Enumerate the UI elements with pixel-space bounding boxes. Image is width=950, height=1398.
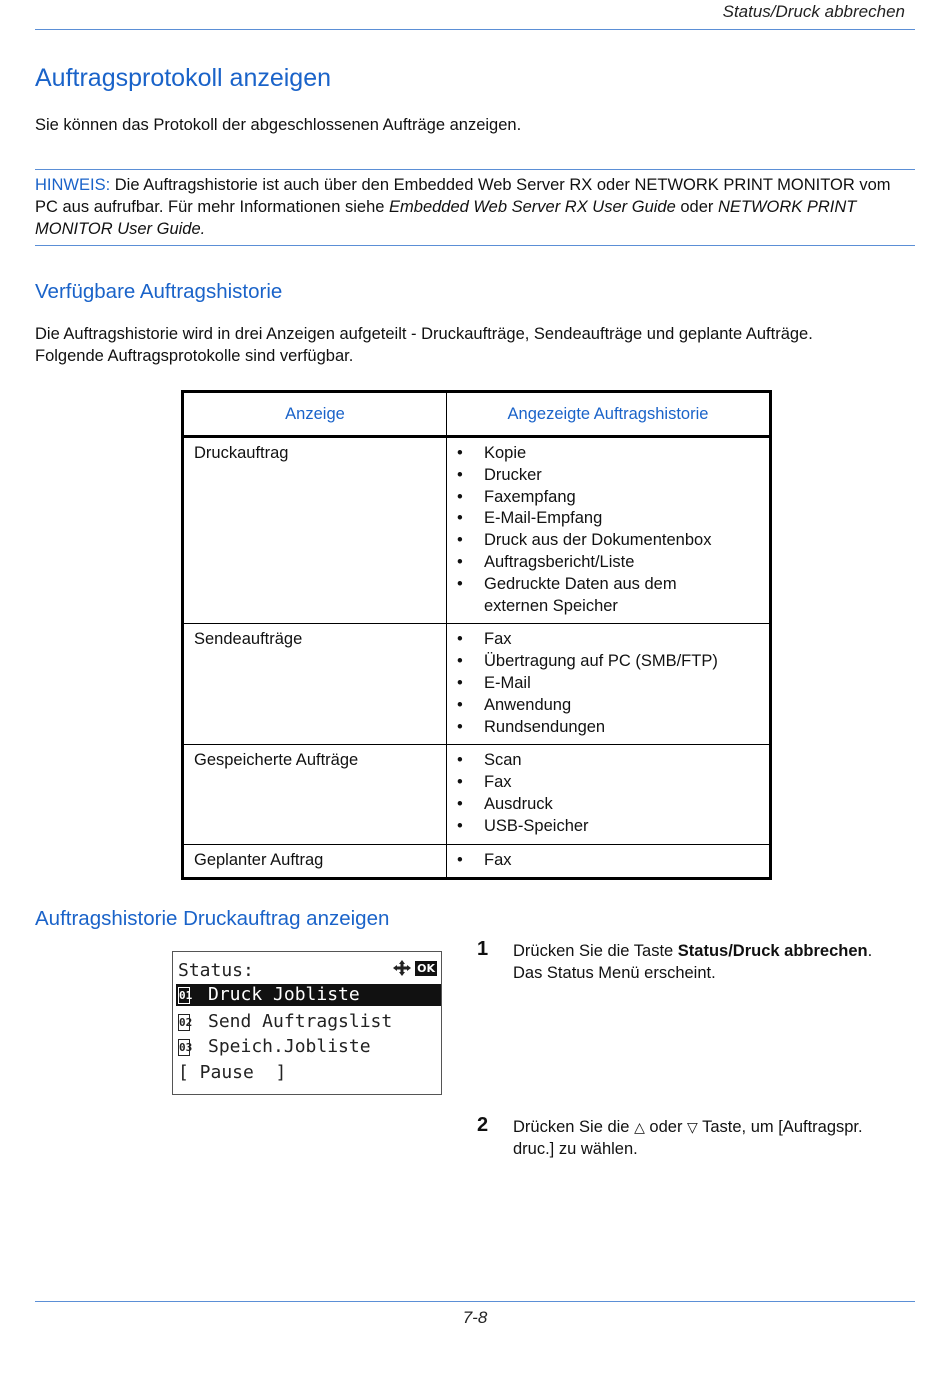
note-reference: NETWORK PRINT MONITOR User Guide	[35, 198, 857, 238]
table-row	[184, 745, 769, 844]
list-item: • Scan	[457, 750, 763, 772]
table-header-history: Angezeigte Auftragshistorie	[507, 404, 709, 423]
list-item: • Kopie	[457, 443, 763, 465]
ok-key-icon: OK	[417, 961, 435, 975]
lcd-menu-item[interactable]: 02 Send Auftragslist	[179, 1011, 393, 1032]
list-item: • Fax	[457, 629, 763, 651]
list-item: • Drucker	[457, 465, 763, 487]
note-text: oder	[675, 198, 718, 216]
step-number: 2	[477, 1114, 489, 1136]
bullet: •	[457, 465, 463, 484]
list-item: • E-Mail	[457, 673, 763, 695]
lcd-title: Status:	[178, 960, 254, 981]
number-badge-icon: 01	[179, 989, 193, 1002]
description-line: Folgende Auftragsprotokolle sind verfügbar.	[35, 347, 354, 365]
lcd-softkey-pause[interactable]: [ Pause ]	[178, 1062, 287, 1083]
history-list	[447, 745, 769, 843]
bullet: •	[457, 717, 463, 736]
history-list	[447, 438, 769, 623]
table-row	[184, 438, 769, 624]
list-item: • Faxempfang	[457, 487, 763, 509]
bullet: •	[457, 552, 463, 571]
key-name: Status/Druck abbrechen	[677, 942, 868, 960]
list-item-continuation: externen Speicher	[484, 596, 618, 615]
list-item: • USB-Speicher	[457, 816, 763, 838]
footer-rule	[35, 1301, 915, 1302]
note-text: Die Auftragshistorie ist auch über den Embedded Web Server RX oder NETWORK PRINT MONITOR vom PC aus aufrufbar. Für mehr Informationen siehe	[35, 176, 891, 216]
section-title: Auftragsprotokoll anzeigen	[35, 64, 332, 92]
table-cell-display: Geplanter Auftrag	[184, 845, 447, 878]
bullet: •	[457, 673, 463, 692]
bullet: •	[457, 509, 463, 528]
history-list	[447, 845, 769, 878]
bullet: •	[457, 695, 463, 714]
four-way-arrow-icon	[391, 960, 413, 976]
list-item: • Übertragung auf PC (SMB/FTP)	[457, 651, 763, 673]
bullet: •	[457, 850, 463, 869]
up-arrow-key-icon: △	[634, 1119, 645, 1135]
note-text: .	[200, 220, 206, 238]
note-top-rule	[35, 169, 915, 170]
table-row	[184, 624, 769, 745]
lcd-nav-indicator	[391, 960, 437, 976]
bullet: •	[457, 773, 463, 792]
section-intro: Sie können das Protokoll der abgeschlossenen Aufträge anzeigen.	[35, 116, 522, 134]
header-rule	[35, 29, 915, 30]
note-reference: Embedded Web Server RX User Guide	[389, 198, 676, 216]
down-arrow-key-icon: ▽	[687, 1119, 698, 1135]
note-bottom-rule	[35, 245, 915, 246]
note-label: HINWEIS:	[35, 176, 111, 194]
list-item: • Druck aus der Dokumentenbox	[457, 530, 763, 552]
bullet: •	[457, 751, 463, 770]
bullet: •	[457, 794, 463, 813]
number-badge-icon: 03	[179, 1041, 193, 1054]
table-cell-display: Druckauftrag	[184, 438, 447, 623]
list-item: • Ausdruck	[457, 794, 763, 816]
list-item: • Auftragsbericht/Liste	[457, 552, 763, 574]
bullet: •	[457, 630, 463, 649]
table-header-row	[184, 393, 769, 438]
table-header-display: Anzeige	[184, 393, 447, 435]
description-line: Die Auftragshistorie wird in drei Anzeigen aufgeteilt - Druckaufträge, Sendeaufträge und geplante Aufträge.	[35, 325, 813, 343]
list-item: • Rundsendungen	[457, 717, 763, 739]
subsection-title: Verfügbare Auftragshistorie	[35, 280, 283, 303]
bullet: •	[457, 531, 463, 550]
subsection-description	[35, 323, 915, 367]
note-box	[35, 174, 913, 240]
list-item: • Fax	[457, 772, 763, 794]
bullet: •	[457, 652, 463, 671]
lcd-menu-item-selected[interactable]: 01 Druck Jobliste	[176, 984, 441, 1006]
list-item: • Gedruckte Daten aus dem	[457, 574, 763, 596]
step-number: 1	[477, 938, 489, 960]
bullet: •	[457, 444, 463, 462]
job-history-table	[181, 390, 772, 880]
running-header: Status/Druck abbrechen	[722, 2, 905, 21]
table-row	[184, 845, 769, 878]
table-cell-display: Sendeaufträge	[184, 624, 447, 744]
bullet: •	[457, 816, 463, 835]
number-badge-icon: 02	[179, 1016, 193, 1029]
history-list	[447, 624, 769, 744]
list-item: • Anwendung	[457, 695, 763, 717]
page-number: 7-8	[462, 1308, 488, 1327]
lcd-menu-item[interactable]: 03 Speich.Jobliste	[179, 1036, 371, 1057]
procedure-title: Auftragshistorie Druckauftrag anzeigen	[35, 907, 390, 930]
step-result: Das Status Menü erscheint.	[513, 964, 716, 982]
step-text: druc.] zu wählen.	[513, 1140, 638, 1158]
list-item: • Fax	[457, 850, 763, 872]
list-item: • E-Mail-Empfang	[457, 508, 763, 530]
bullet: •	[457, 574, 463, 593]
table-cell-display: Gespeicherte Aufträge	[184, 745, 447, 843]
lcd-screen	[172, 951, 442, 1095]
bullet: •	[457, 487, 463, 506]
